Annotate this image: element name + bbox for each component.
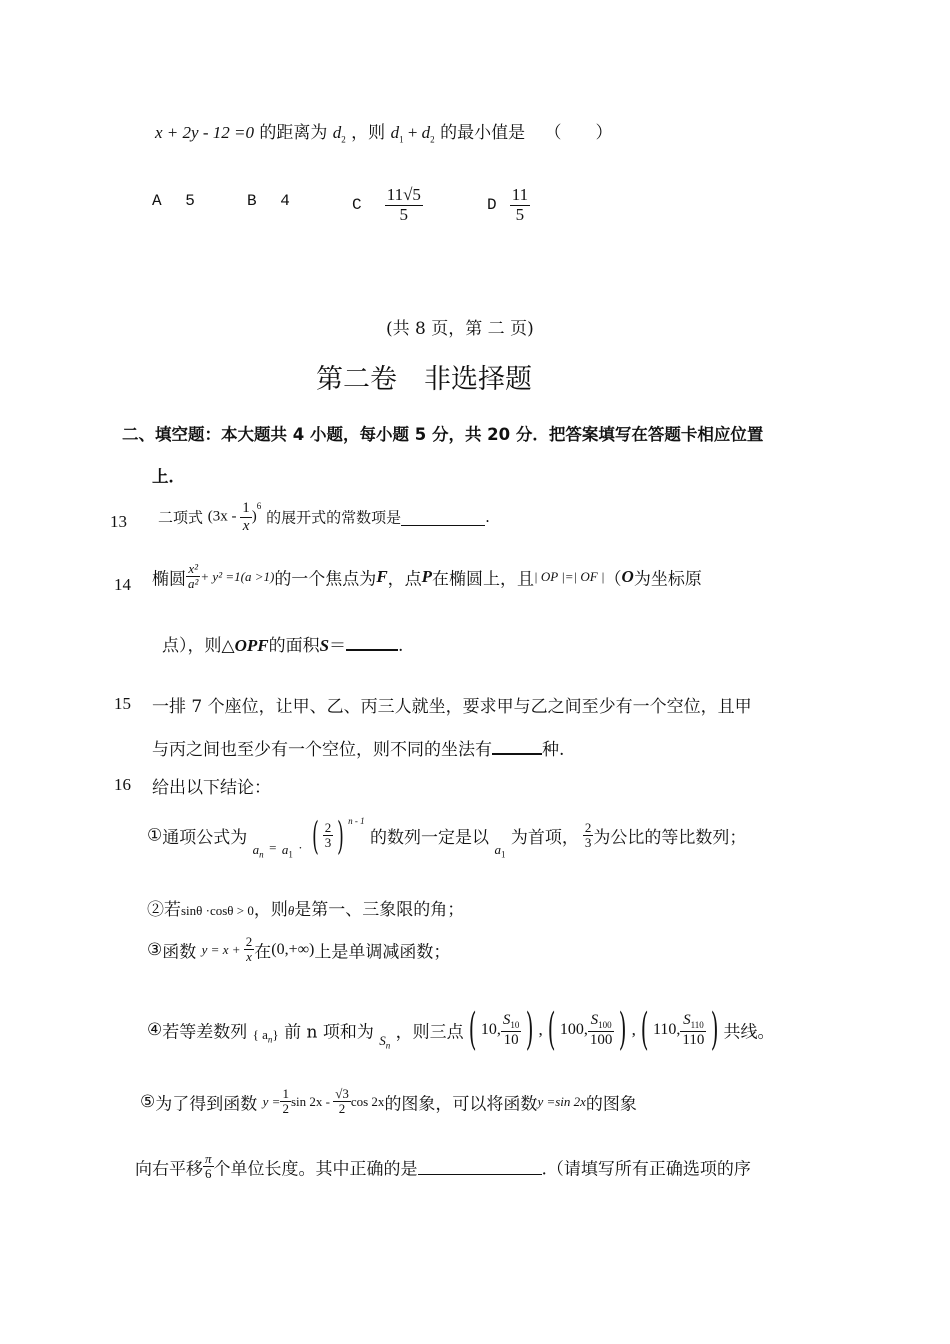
q15-line2-a: 与丙之间也至少有一个空位，则不同的坐法有 xyxy=(152,740,492,760)
item5-line2-b: 个单位长度。其中正确的是 xyxy=(213,1159,418,1180)
item1-an: an xyxy=(252,842,264,860)
item5-text3: 的图象 xyxy=(585,1094,637,1115)
question-13 xyxy=(158,500,490,534)
q14-frac-num: x² xyxy=(186,562,200,577)
question-16-number: 16 xyxy=(114,775,131,794)
q12-line-prefix: x + 2y - 12 =0 xyxy=(155,123,254,142)
item5-half: $\frac{1}{2}$ xyxy=(282,1086,289,1117)
q16-item-4: ④若等差数列 $_{\{ a_n\}}$ 前 n 项和为 $_{S_n}$ ，则三点 ( 10, $\frac{S_{10}}{10}$ ) , ( 100, $\frac{S_{100}}{100}$ ) , ( 110, $\frac{S_{110}}{110}$ ) 共线。 xyxy=(147,1004,775,1055)
q14-end: . xyxy=(398,636,404,656)
point2-fraction: $\frac{S_{100}}{100}$ xyxy=(589,1011,613,1048)
item5-mid: sin 2x - xyxy=(290,1093,334,1109)
q13-expr-b: ) xyxy=(251,508,257,525)
item5-text1: 为了得到函数 xyxy=(155,1094,258,1115)
section-heading-line1: 二、填空题：本大题共 4 小题，每小题 5 分，共 20 分．把答案填写在答题卡相应位置 xyxy=(122,425,764,444)
q14-text6: 为坐标原 xyxy=(633,569,702,590)
q14-eq: ＝ xyxy=(329,636,347,656)
q13-end: . xyxy=(485,508,490,526)
item5-y: y = xyxy=(262,1093,281,1109)
point-sep-2: , xyxy=(631,1020,636,1039)
q12-text2: ，则 xyxy=(351,123,386,143)
option-a-value: 5 xyxy=(185,192,195,210)
item3-text3: 上是单调减函数； xyxy=(314,942,451,963)
section-title: 第二卷 非选择题 xyxy=(316,364,532,395)
question-14-line2 xyxy=(162,631,403,656)
q12-answer-paren: （ ） xyxy=(544,123,613,143)
item1-dot: · xyxy=(298,840,303,855)
q13-fraction xyxy=(240,500,252,534)
point3-fraction: $\frac{S_{110}}{110}$ xyxy=(682,1011,705,1048)
item5-line2-a: 向右平移 xyxy=(135,1159,203,1180)
option-d-denominator: 5 xyxy=(515,204,525,224)
item1-eq: = xyxy=(269,840,277,855)
q14-expr: + y² =1(a >1) xyxy=(200,568,275,584)
option-c-fraction xyxy=(385,186,423,224)
item3-text2: 在 xyxy=(254,942,272,963)
q13-expr-a: (3x - xyxy=(207,508,241,525)
item2-text2: ，则 xyxy=(253,900,288,920)
item2-mark: ② xyxy=(147,900,164,920)
q13-frac-num: 1 xyxy=(242,500,250,516)
q12-sub2: 2 xyxy=(341,134,346,145)
section-heading-line2: 上． xyxy=(152,467,185,486)
option-d-fraction xyxy=(510,186,530,224)
question-16-intro: 给出以下结论： xyxy=(152,778,271,798)
q12-sub1: 1 xyxy=(399,134,404,145)
item4-mark: ④ xyxy=(147,1020,163,1040)
q14-text4: 在椭圆上，且 xyxy=(432,569,535,590)
item5-expr2: y =sin 2x xyxy=(537,1093,586,1109)
item1-mark: ① xyxy=(147,825,163,846)
option-c-numerator: 11√5 xyxy=(386,185,421,204)
item4-text4: 共线。 xyxy=(723,1022,775,1043)
item2-theta: θ xyxy=(287,903,295,918)
q16-item-2 xyxy=(147,895,464,920)
point3-x: 110, xyxy=(653,1021,681,1038)
q12-sub2b: 2 xyxy=(430,134,435,145)
option-c-denominator: 5 xyxy=(399,204,409,224)
point2-x: 100, xyxy=(559,1021,588,1038)
point1-x: 10, xyxy=(480,1021,501,1038)
q12-option-c xyxy=(352,186,423,224)
q14-text2: 的一个焦点为 xyxy=(274,569,377,590)
item2-text1: 若 xyxy=(164,900,181,920)
question-14-number: 14 xyxy=(114,575,131,594)
option-a-label: A xyxy=(152,192,162,210)
q16-item-5-line2 xyxy=(135,1152,751,1182)
page-footer: (共 8 页，第 二 页) xyxy=(386,319,534,339)
q14-O: O xyxy=(621,566,634,586)
item5-mark: ⑤ xyxy=(140,1091,156,1112)
question-15-line1: 一排 7 个座位，让甲、乙、丙三人就坐，要求甲与乙之间至少有一个空位，且甲 xyxy=(152,697,752,717)
q12-option-b xyxy=(247,192,290,210)
item5-text2: 的图象，可以将函数 xyxy=(384,1094,538,1115)
item2-text3: 是第一、三象限的角； xyxy=(294,900,465,920)
q14-text1: 椭圆 xyxy=(152,569,186,590)
item1-ratio: $\frac{2}{3}$ xyxy=(584,819,592,850)
q14-answer-blank[interactable] xyxy=(346,634,398,651)
q16-item-3 xyxy=(147,935,450,965)
option-b-value: 4 xyxy=(280,192,290,210)
item3-text1: 函数 xyxy=(162,942,197,963)
q14-S: S xyxy=(319,636,330,655)
q12-text3: 的最小值是 xyxy=(440,123,526,143)
item4-seq: { an} xyxy=(252,1026,279,1045)
item5-sqrt3-half: $\frac{√3}{2}$ xyxy=(335,1086,349,1117)
q14-frac-den: a² xyxy=(188,576,199,592)
q14-text3: ，点 xyxy=(387,569,422,590)
item3-fraction: $\frac{2}{x}$ xyxy=(245,934,253,965)
question-15-line2 xyxy=(152,735,564,760)
question-15-number: 15 xyxy=(114,694,131,713)
q12-option-a xyxy=(152,192,195,210)
q13-text1: 二项式 xyxy=(158,508,204,527)
q14-F: F xyxy=(376,566,388,586)
item3-expr: y = x + xyxy=(201,941,244,957)
option-c-label: C xyxy=(352,196,362,215)
item1-exponent: n - 1 xyxy=(348,816,365,826)
item5-pi-sixth: $\frac{\pi}{6}$ xyxy=(205,1151,212,1182)
item4-S: Sn xyxy=(379,1032,391,1051)
q14-line2-b: 的面积 xyxy=(268,636,320,656)
q16-item-1: ①通项公式为 $_{a_n}$ $_=$ $_{a_1}$ $_\cdot$ ( $\frac{2}{3}$ ) $^{n - 1}$ 的数列一定是以 $_{a_1}$ 为首项， $\frac{2}{3}$ 为公比的等比数列； xyxy=(147,813,747,860)
q14-fraction xyxy=(186,562,200,592)
item3-mark: ③ xyxy=(147,939,163,960)
q12-plus: + xyxy=(403,123,422,142)
item4-text2: 前 n 项和为 xyxy=(284,1022,374,1043)
q16-item-5-line1 xyxy=(140,1087,637,1117)
q14-line2-a: 点），则△ xyxy=(162,636,235,656)
option-d-label: D xyxy=(487,196,497,215)
question-14-line1 xyxy=(152,562,702,592)
item1-text2: 的数列一定是以 xyxy=(370,828,490,848)
option-d-numerator: 11 xyxy=(511,185,529,204)
item1-a1: a1 xyxy=(281,842,293,860)
q13-answer-blank[interactable] xyxy=(401,509,485,526)
item1-text4: 为公比的等比数列； xyxy=(593,828,747,848)
q13-frac-den: x xyxy=(242,517,250,534)
q13-exponent: 6 xyxy=(256,501,262,511)
item4-text3: ，则三点 xyxy=(395,1022,464,1043)
q14-P: P xyxy=(421,566,433,586)
item2-expr: sinθ ·cosθ > 0 xyxy=(181,903,254,918)
q15-answer-blank[interactable] xyxy=(492,738,542,755)
item4-text1: 若等差数列 xyxy=(162,1022,248,1043)
point-sep-1: , xyxy=(538,1020,543,1039)
item5-cos: cos 2x xyxy=(350,1093,385,1109)
q12-line xyxy=(155,118,612,144)
q14-condition: | OP |=| OF | xyxy=(534,568,605,584)
item5-line2-c: .（请填写所有正确选项的序 xyxy=(541,1159,751,1180)
item1-text3: 为首项， xyxy=(510,828,579,848)
q12-text1: 的距离为 xyxy=(259,123,328,143)
q15-line2-b: 种. xyxy=(542,740,565,760)
q13-text2: 的展开式的常数项是 xyxy=(266,508,402,527)
q12-d2b: d xyxy=(421,123,431,142)
item1-a1b: a1 xyxy=(494,842,506,860)
q12-d1: d xyxy=(390,123,400,142)
q14-text5: （ xyxy=(604,569,622,590)
point1-fraction: $\frac{S_{10}}{10}$ xyxy=(502,1011,520,1048)
question-13-number: 13 xyxy=(110,512,127,531)
option-b-label: B xyxy=(247,192,257,210)
item1-text1: 通项公式为 xyxy=(162,828,248,848)
q12-option-d xyxy=(487,186,530,224)
q14-OPF: OPF xyxy=(234,636,269,655)
q12-d2: d xyxy=(332,123,342,142)
item1-fraction: $\frac{2}{3}$ xyxy=(324,819,332,850)
q16-answer-blank[interactable] xyxy=(418,1158,542,1175)
item3-interval: (0,+∞) xyxy=(271,940,315,958)
